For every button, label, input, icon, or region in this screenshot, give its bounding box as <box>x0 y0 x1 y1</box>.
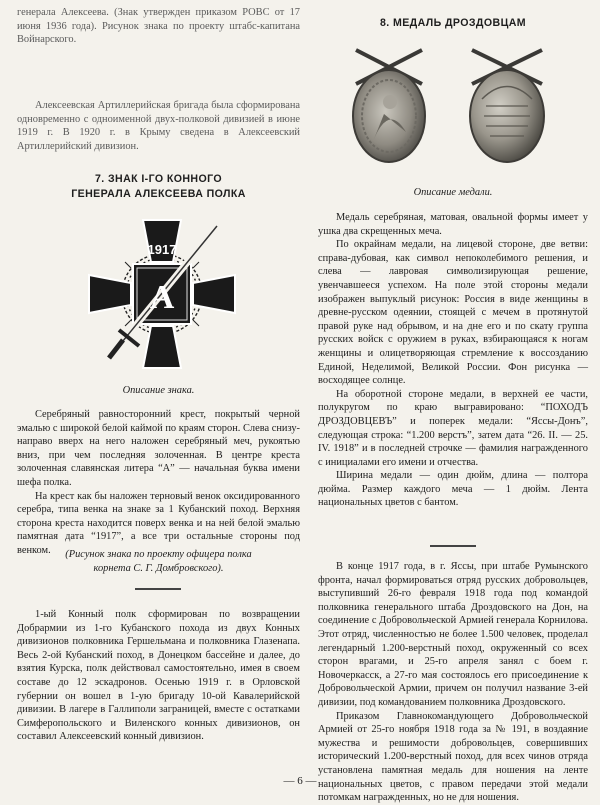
badge-cross-image <box>87 212 237 372</box>
page-number: — 6 — <box>283 775 317 787</box>
section-8-title: 8. МЕДАЛЬ ДРОЗДОВЦАМ <box>380 17 526 29</box>
section-7-title-line2: ГЕНЕРАЛА АЛЕКСЕЕВА ПОЛКА <box>71 188 246 200</box>
section-7-heading <box>17 172 300 202</box>
paragraph-regiment-history: 1-ый Конный полк сформирован по возвращении Добрармии из 1-го Кубанского похода из двух Конных дивизионов полковника Гершельмана и полковника Глазенапа. Весь 2-ой Кубанский поход, в Донецком бассейне и далее, до взятия Курска, полк действовал самостоятельно, имея в своем составе до 12 эскадронов. Осенью 1919 г. в Орловской губернии он вошел в 1-ую бригаду 10-ой Кавалерийской дивизии. В лагере в Галлиполи заграницей, вместе с остатками Симферопольского и Виленского конных дивизионов, он составил Алексеевский конный дивизион. <box>17 609 300 743</box>
paragraph-medal-size: Ширина медали — один дюйм, длина — полтора дюйма. Размер каждого меча — 1 дюйм. Лента национальных цветов с бантом. <box>318 470 588 509</box>
paragraph-badge-description: Серебряный равносторонний крест, покрытый черной эмалью с широкой белой каймой по краям сторон. Слева снизу-направо вверх на него наложен серебряный меч, рукоятью вниз, при чем последняя золоченная. В центре креста золоченная славянская литера “А” — начальная буква имени шефа полка. <box>17 409 300 488</box>
paragraph-medal-front: По окрайнам медали, на лицевой стороне, две ветви: справа-дубовая, как символ непоколебимого решения, и слева — лавровая символизирующая решение, увенчавшееся успехом. На поле этой стороны медали изображен выпуклый рисунок: Россия в виде женщины в древне-русском одеянии, стоящей с мечем в протянутой правой руке над обрывом, и на дне его и по скату группа русских войск с оружием в руках, взбирающаяся к ногам женщины и олицетворяющая стремление к воссозданию Единой, Неделимой, Великой России. Фон рисунка — восходящее солнце. <box>318 239 588 387</box>
badge-caption: Описание знака. <box>122 385 195 396</box>
paragraph-drozdovsky-march: В конце 1917 года, в г. Яссы, при штабе Румынского фронта, начал формироваться отряд русских добровольцев, выступивший 26-го февраля 1918 года под командой полковника генерального штаба Дроздовского на Дон, на соединение с Добровольческой Армией генерала Корнилова. Этот отряд, численностью не более 1.500 человек, проделал легендарный 1.200-верстный поход, окруженный со всех сторон врагами, и 25-го апреля занял с боем г. Новочеркасск, а 27-го мая состоялось его присоединение к Добровольческой Армии, причем он получил название 3-ей дивизии, под командованием полковника Дроздовского. <box>318 561 588 708</box>
paragraph-medal-intro: Медаль серебряная, матовая, овальной формы имеет у ушка два скрещенных меча. <box>318 212 588 237</box>
divider <box>430 545 476 547</box>
badge-year: 1917 <box>147 242 177 257</box>
medal-reverse-photo <box>462 44 552 166</box>
drawing-note-line1: (Рисунок знака по проекту офицера полка <box>65 549 252 560</box>
paragraph-badge-wreath: На крест как бы наложен терновый венок оксидированного серебра, типа венка на знаке за 1 Кубанский поход. Верхняя сторона креста находится поверх венка и на ней белой эмалью памятная дата “1917”, а все три остальные стороны под венком. <box>17 490 300 556</box>
drawing-note-line2: корнета С. Г. Домбровского). <box>93 562 224 574</box>
section-7-title-line1: 7. ЗНАК I-ГО КОННОГО <box>95 173 222 185</box>
divider <box>135 588 181 590</box>
medal-obverse-photo <box>344 44 434 166</box>
paragraph-artillery: Алексеевская Артиллерийская бригада была сформирована одновременно с одноименной двух-полковой дивизией в июне 1919 г. В 1920 г. в Крыму сведена в Алексеевский Артиллерийский дивизион. <box>17 100 300 152</box>
badge-letter: А <box>149 279 175 316</box>
paragraph-badge-approval: генерала Алексеева. (Знак утвержден приказом РОВС от 17 июня 1936 года). Рисунок знака по проекту штабс-капитана Войнарского. <box>17 7 300 46</box>
paragraph-medal-back: На оборотной стороне медали, в верхней ее части, полукругом по краю выгравировано: “ПОХОДЪ ДРОЗДОВЦЕВЪ” и поперек медали: “Яссы-Донъ”, следующая строка: “1.200 верстъ”, затем дата “26. II. — 25. IV. 1918” и в последней строчке — фамилия награжденного с инициалами его имени и отчества. <box>318 388 588 468</box>
medal-caption: Описание медали. <box>413 187 493 198</box>
paragraph-medal-order: Приказом Главнокомандующего Добровольческой Армией от 25-го ноября 1918 года за № 191, в воздаяние мужества и решимости добровольцев, совершивших исторический 1.200-верстный поход, для всех чинов отряда установлена памятная медаль для ношения на ленте национальных цветов, с правом передачи этой медали потомкам награжденных, но не для ношения. <box>318 710 588 804</box>
